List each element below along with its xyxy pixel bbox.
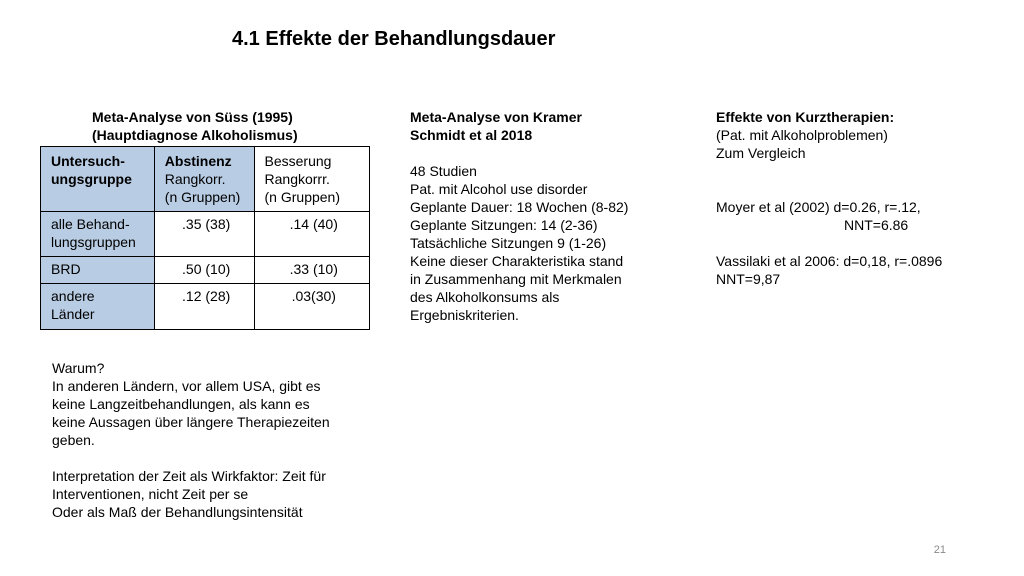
kramer-line: 48 Studien — [410, 163, 477, 179]
short-therapy-subheading-line2: Zum Vergleich — [716, 145, 806, 161]
header-abstinence-title: Abstinenz — [164, 153, 232, 169]
header-improvement-line2: Rangkorrr. — [264, 171, 330, 187]
kramer-line: Geplante Dauer: 18 Wochen (8-82) — [410, 199, 629, 215]
header-improvement-line3: (n Gruppen) — [264, 189, 340, 205]
kramer-line: Ergebniskriterien. — [410, 307, 519, 323]
why-note — [52, 359, 330, 521]
header-abstinence-line3: (n Gruppen) — [164, 189, 241, 205]
why-line: keine Langzeitbehandlungen, als kann es — [52, 396, 310, 412]
row-group-line1: andere — [51, 288, 95, 304]
slide-title: 4.1 Effekte der Behandlungsdauer — [232, 28, 556, 50]
row-group-line1: BRD — [51, 261, 81, 277]
kramer-line: Pat. mit Alcohol use disorder — [410, 181, 588, 197]
header-improvement-line1: Besserung — [264, 153, 332, 169]
kramer-line: des Alkoholkonsums als — [410, 289, 560, 305]
vassilaki-line1: Vassilaki et al 2006: d=0,18, r=.0896 — [716, 253, 943, 269]
kramer-line: Tatsächliche Sitzungen 9 (1-26) — [410, 235, 607, 251]
short-therapy-subheading-line1: (Pat. mit Alkoholproblemen) — [716, 127, 888, 143]
table-row — [41, 284, 370, 330]
short-therapy-section — [716, 108, 942, 288]
why-line: keine Aussagen über längere Therapiezeiten — [52, 414, 330, 430]
kramer-heading-line1: Meta-Analyse von Kramer — [410, 109, 582, 125]
interpretation-line: Oder als Maß der Behandlungsintensität — [52, 504, 303, 520]
kramer-section — [410, 108, 628, 324]
row-group-line2: Länder — [51, 306, 95, 322]
kramer-line: Geplante Sitzungen: 14 (2-36) — [410, 217, 598, 233]
row-group-cell — [41, 212, 155, 257]
table-row — [41, 257, 370, 284]
header-abstinence-cell — [154, 147, 254, 212]
row-group-line2: lungsgruppen — [51, 234, 136, 250]
why-line: Warum? — [52, 360, 105, 376]
suess-table — [40, 146, 370, 330]
moyer-line2: NNT=6.86 — [844, 217, 909, 233]
row-group-cell — [41, 257, 155, 284]
suess-heading — [92, 108, 298, 144]
header-group-cell — [41, 147, 155, 212]
row-abstinence-cell: .50 (10) — [154, 257, 254, 284]
header-group-line1: Untersuch- — [51, 153, 125, 169]
page-number: 21 — [933, 544, 946, 556]
header-improvement-cell — [254, 147, 369, 212]
kramer-line: in Zusammenhang mit Merkmalen — [410, 271, 622, 287]
row-group-cell — [41, 284, 155, 330]
row-abstinence-cell: .35 (38) — [154, 212, 254, 257]
kramer-heading-line2: Schmidt et al 2018 — [410, 127, 533, 143]
row-improvement-cell: .33 (10) — [254, 257, 369, 284]
suess-heading-line2: (Hauptdiagnose Alkoholismus) — [92, 127, 298, 143]
moyer-line1: Moyer et al (2002) d=0.26, r=.12, — [716, 199, 921, 215]
row-improvement-cell: .14 (40) — [254, 212, 369, 257]
row-abstinence-cell: .12 (28) — [154, 284, 254, 330]
row-group-line1: alle Behand- — [51, 216, 130, 232]
kramer-line: Keine dieser Charakteristika stand — [410, 253, 624, 269]
vassilaki-line2: NNT=9,87 — [716, 271, 781, 287]
suess-heading-line1: Meta-Analyse von Süss (1995) — [92, 109, 293, 125]
row-improvement-cell: .03(30) — [254, 284, 369, 330]
interpretation-line: Interpretation der Zeit als Wirkfaktor: Zeit für — [52, 468, 326, 484]
short-therapy-heading: Effekte von Kurztherapien: — [716, 109, 895, 125]
table-header-row — [41, 147, 370, 212]
header-group-line2: ungsgruppe — [51, 171, 132, 187]
table-row — [41, 212, 370, 257]
header-abstinence-line2: Rangkorr. — [164, 171, 226, 187]
why-line: geben. — [52, 432, 95, 448]
interpretation-line: Interventionen, nicht Zeit per se — [52, 486, 249, 502]
why-line: In anderen Ländern, vor allem USA, gibt es — [52, 378, 321, 394]
